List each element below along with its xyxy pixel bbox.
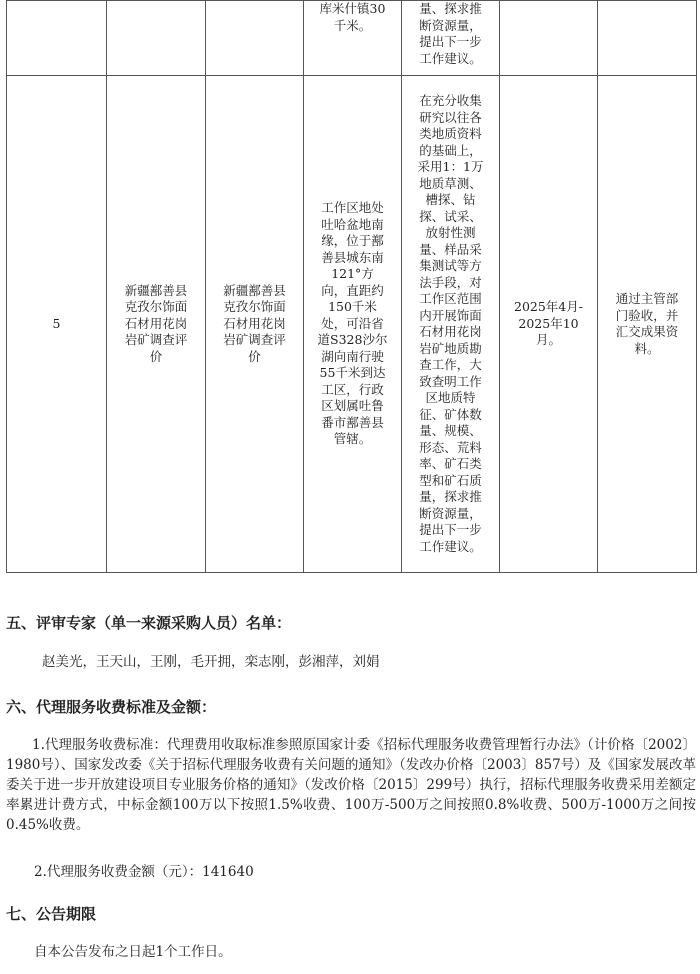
section-heading-experts: 五、评审专家（单一来源采购人员）名单： — [6, 614, 292, 632]
expert-names: 赵美光，王天山，王刚，毛开拥，栾志刚，彭湘萍，刘娟 — [42, 654, 380, 670]
period-text: 自本公告发布之日起1个工作日。 — [34, 944, 232, 960]
fee-standard-text: 1.代理服务收费标准：代理费用收取标准参照原国家计委《招标代理服务收费管理暂行办法》（计价格〔2002〕1980号）、国家发改委《关于招标代理服务收费有关问题的通知》（发改办价格〔2003〕857号）及《国家发展改革委关于进一步开放建设项目专业服务价格的通知》（发改价格〔2015〕299号）执行，招标代理服务收费采用差额定率累进计费方式，中标金额100万以下按照1.5%收费、100万-500万之间按照0.8%收费、500万-1000万之间按0.45%收费。 — [6, 737, 696, 833]
section-heading-fee: 六、代理服务收费标准及金额： — [6, 698, 217, 716]
cell-no — [7, 1, 107, 76]
cell-content: 在充分收集 研究以往各 类地质资料 的基础上， 采用1：1万 地质草测、 槽探、钻 探、试采、 放射性测 量、样品采 集测试等方 法手段，对 工作区范围 内开展饰面 石材用花岗 岩矿地质勘 查工作，大 致查明工作 区地质特 征、矿体数 量、规模、 形态、荒料 率、矿石类 型和矿石质 量，探求推 断资源量， 提出下一步 工作建议。 — [402, 76, 500, 573]
cell-period — [500, 1, 598, 76]
cell-period: 2025年4月- 2025年10 月。 — [500, 76, 598, 573]
cell-no: 5 — [7, 76, 107, 573]
cell-project — [107, 1, 206, 76]
cell-location: 工作区地处 吐哈盆地南 缘，位于鄯 善县城东南 121°方 向，直距约 150千米 处，可沿省 道S328沙尔 湖向南行驶 55千米到达 工区，行政 区划属吐鲁 番市鄯善县 管辖。 — [304, 76, 402, 573]
cell-project: 新疆鄯善县 克孜尔饰面 石材用花岗 岩矿调查评 价 — [107, 76, 206, 573]
section-heading-period: 七、公告期限 — [6, 905, 97, 923]
cell-location: 库米什镇30 千米。 — [304, 1, 402, 76]
fee-amount-text: 2.代理服务收费金额（元）：141640 — [34, 864, 254, 880]
table-row — [7, 76, 697, 573]
cell-acceptance: 通过主管部 门验收，并 汇交成果资 料。 — [598, 76, 697, 573]
cell-acceptance — [598, 1, 697, 76]
cell-content: 量、探求推 断资源量， 提出下一步 工作建议。 — [402, 1, 500, 76]
cell-name — [206, 1, 304, 76]
table-row — [7, 1, 697, 76]
cell-name: 新疆鄯善县 克孜尔饰面 石材用花岗 岩矿调查评 价 — [206, 76, 304, 573]
project-table — [6, 0, 697, 573]
